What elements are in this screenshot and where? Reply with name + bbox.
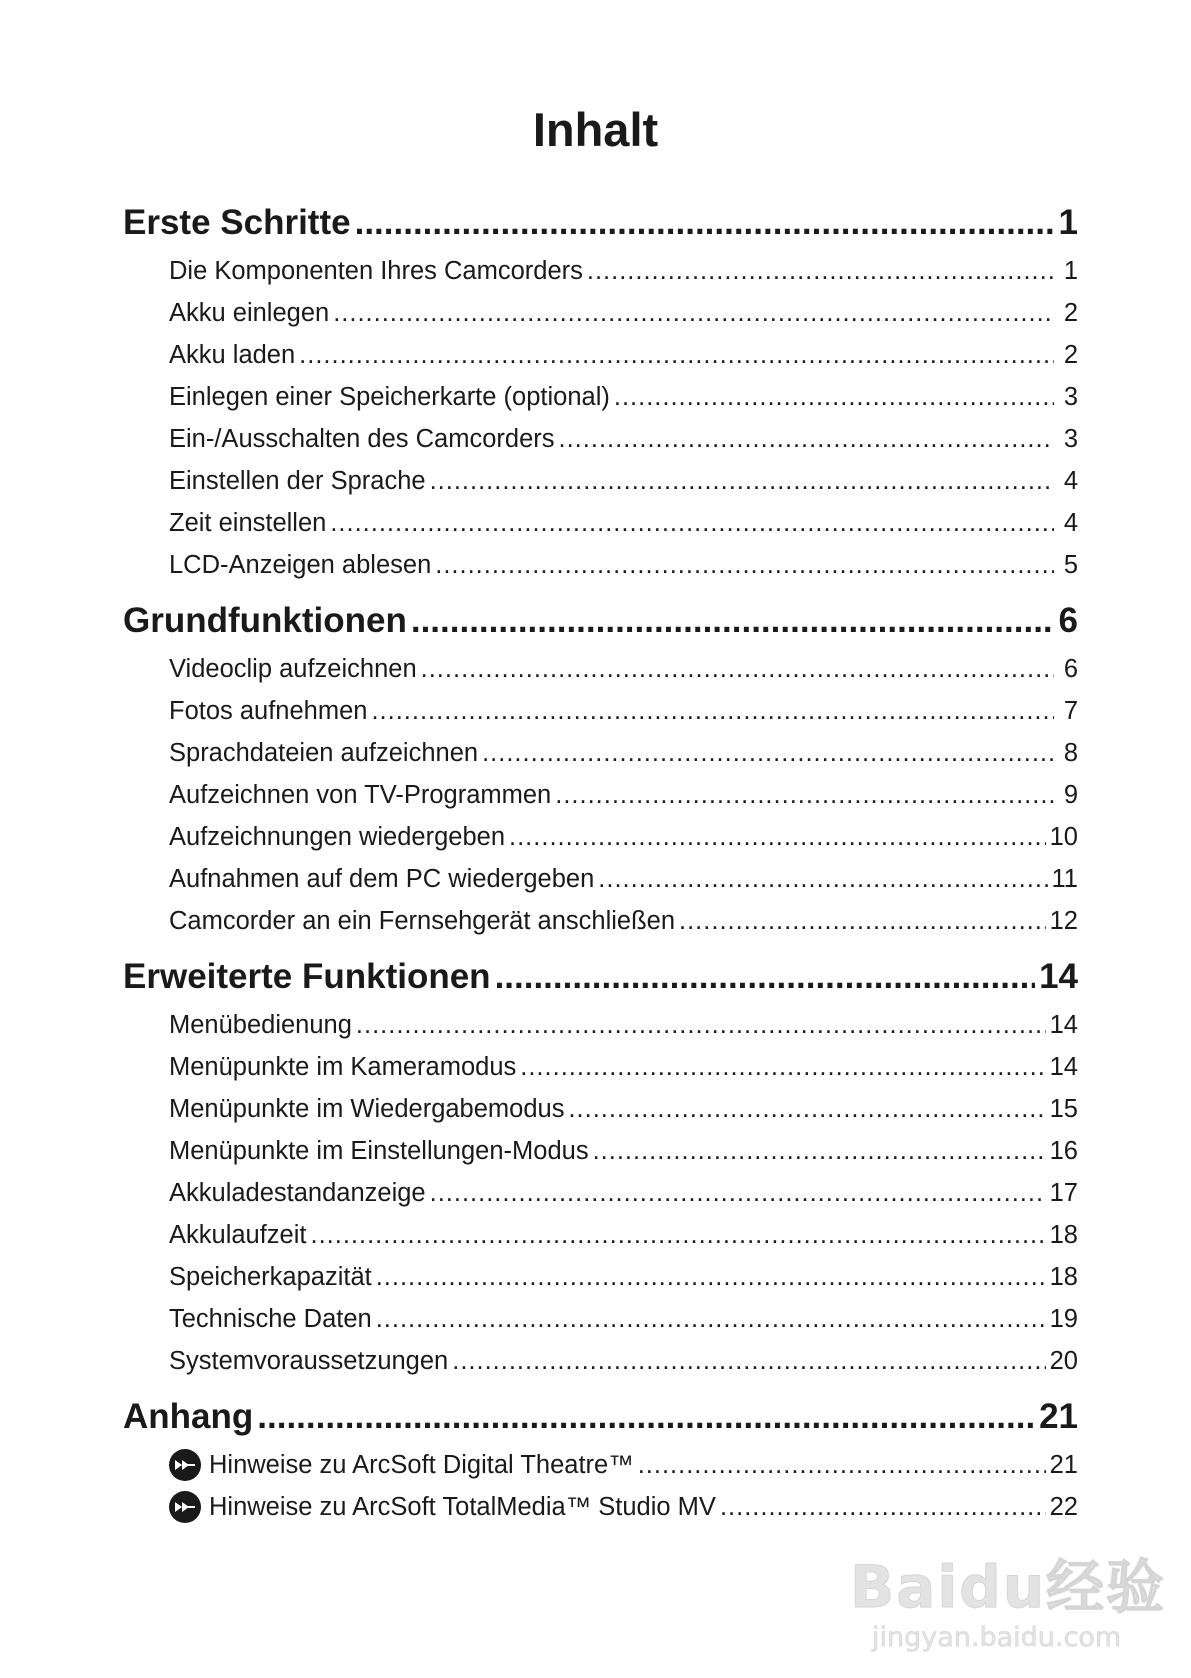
entry-label: Camcorder an ein Fernsehgerät anschließen <box>169 907 676 935</box>
entry-label: Akkuladestandanzeige <box>169 1179 426 1207</box>
entry-page-number: 3 <box>1063 383 1078 411</box>
toc-entry[interactable] <box>123 460 1078 502</box>
dot-leader <box>430 1172 1046 1214</box>
toc-entry[interactable] <box>123 376 1078 418</box>
arrow-bullet-icon <box>169 1449 201 1481</box>
entry-label: Videoclip aufzeichnen <box>169 655 417 683</box>
dot-leader <box>452 1340 1045 1382</box>
entry-label: Aufzeichnungen wiedergeben <box>169 823 506 851</box>
entry-label: Sprachdateien aufzeichnen <box>169 739 479 767</box>
entry-page-number: 14 <box>1049 1053 1078 1081</box>
toc-entry[interactable] <box>123 690 1078 732</box>
dot-leader <box>720 1486 1046 1528</box>
toc-entry[interactable] <box>123 858 1078 900</box>
entry-label: Speicherkapazität <box>169 1263 372 1291</box>
toc-entry[interactable] <box>123 1088 1078 1130</box>
entry-page-number: 3 <box>1063 425 1078 453</box>
dot-leader <box>638 1444 1046 1486</box>
toc-entry[interactable] <box>123 1004 1078 1046</box>
dot-leader <box>257 1390 1035 1444</box>
section-title: Grundfunktionen <box>123 601 407 640</box>
entry-label: Ein-/Ausschalten des Camcorders <box>169 425 555 453</box>
entry-label: Die Komponenten Ihres Camcorders <box>169 257 583 285</box>
dot-leader <box>593 1130 1046 1172</box>
section-page-number: 21 <box>1039 1397 1078 1436</box>
baidu-watermark <box>850 1540 1180 1670</box>
dot-leader <box>520 1046 1045 1088</box>
toc-entry[interactable] <box>123 1172 1078 1214</box>
dot-leader <box>587 250 1054 292</box>
entry-label: LCD-Anzeigen ablesen <box>169 551 432 579</box>
dot-leader <box>330 502 1054 544</box>
entry-label: Menüpunkte im Kameramodus <box>169 1053 517 1081</box>
entry-page-number: 9 <box>1063 781 1078 809</box>
entry-label: Aufzeichnen von TV-Programmen <box>169 781 552 809</box>
watermark-brand: Baidu经验 <box>850 1553 1167 1621</box>
entry-page-number: 8 <box>1063 739 1078 767</box>
toc-section-erste-schritte <box>123 196 1078 586</box>
dot-leader <box>421 648 1054 690</box>
dot-leader <box>435 544 1054 586</box>
section-heading-row[interactable] <box>123 196 1078 250</box>
dot-leader <box>482 732 1054 774</box>
dot-leader <box>371 690 1054 732</box>
entry-page-number: 18 <box>1049 1263 1078 1291</box>
dot-leader <box>333 292 1054 334</box>
toc-entry[interactable] <box>123 544 1078 586</box>
entry-label: Menübedienung <box>169 1011 352 1039</box>
entry-label: Hinweise zu ArcSoft Digital Theatre™ <box>209 1451 634 1479</box>
entry-label: Systemvoraussetzungen <box>169 1347 449 1375</box>
entry-page-number: 7 <box>1063 697 1078 725</box>
entry-page-number: 14 <box>1049 1011 1078 1039</box>
entry-page-number: 4 <box>1063 509 1078 537</box>
toc-entry[interactable] <box>123 1046 1078 1088</box>
dot-leader <box>509 816 1046 858</box>
dot-leader <box>356 1004 1046 1046</box>
toc-entry[interactable] <box>123 334 1078 376</box>
toc-entry[interactable] <box>123 502 1078 544</box>
entry-label: Hinweise zu ArcSoft TotalMedia™ Studio MV <box>209 1493 716 1521</box>
entry-page-number: 21 <box>1049 1451 1078 1479</box>
entry-label: Akku einlegen <box>169 299 330 327</box>
section-page-number: 14 <box>1039 957 1078 996</box>
toc-entry[interactable] <box>123 418 1078 460</box>
entry-label: Technische Daten <box>169 1305 372 1333</box>
dot-leader <box>411 594 1054 648</box>
entry-label: Akkulaufzeit <box>169 1221 307 1249</box>
toc-entry[interactable] <box>123 1486 1078 1528</box>
watermark-url: jingyan.baidu.com <box>872 1622 1122 1653</box>
section-title: Erweiterte Funktionen <box>123 957 491 996</box>
dot-leader <box>311 1214 1046 1256</box>
toc-section-anhang <box>123 1390 1078 1528</box>
toc-entry[interactable] <box>123 1340 1078 1382</box>
entry-label: Menüpunkte im Wiedergabemodus <box>169 1095 565 1123</box>
section-heading-row[interactable] <box>123 1390 1078 1444</box>
entry-page-number: 20 <box>1049 1347 1078 1375</box>
table-of-contents <box>123 196 1078 1528</box>
toc-entry[interactable] <box>123 732 1078 774</box>
entry-page-number: 2 <box>1063 299 1078 327</box>
entry-page-number: 22 <box>1049 1493 1078 1521</box>
section-heading-row[interactable] <box>123 594 1078 648</box>
section-page-number: 1 <box>1058 203 1078 242</box>
toc-entry[interactable] <box>123 774 1078 816</box>
toc-section-erweiterte-funktionen <box>123 950 1078 1382</box>
toc-entry[interactable] <box>123 1214 1078 1256</box>
entry-page-number: 16 <box>1049 1137 1078 1165</box>
section-heading-row[interactable] <box>123 950 1078 1004</box>
section-title: Erste Schritte <box>123 203 351 242</box>
entry-label: Menüpunkte im Einstellungen-Modus <box>169 1137 589 1165</box>
entry-page-number: 4 <box>1063 467 1078 495</box>
toc-entry[interactable] <box>123 292 1078 334</box>
arrow-bullet-icon <box>169 1491 201 1523</box>
entry-page-number: 17 <box>1049 1179 1078 1207</box>
dot-leader <box>598 858 1047 900</box>
entry-page-number: 2 <box>1063 341 1078 369</box>
toc-entry[interactable] <box>123 1444 1078 1486</box>
toc-entry[interactable] <box>123 648 1078 690</box>
section-title: Anhang <box>123 1397 254 1436</box>
dot-leader <box>355 196 1054 250</box>
entry-page-number: 12 <box>1049 907 1078 935</box>
toc-entry[interactable] <box>123 1130 1078 1172</box>
dot-leader <box>559 418 1054 460</box>
entry-page-number: 5 <box>1063 551 1078 579</box>
toc-entry[interactable] <box>123 250 1078 292</box>
section-page-number: 6 <box>1058 601 1078 640</box>
dot-leader <box>376 1298 1046 1340</box>
dot-leader <box>614 376 1054 418</box>
dot-leader <box>495 950 1036 1004</box>
entry-page-number: 11 <box>1051 865 1078 893</box>
toc-section-grundfunktionen <box>123 594 1078 942</box>
toc-entry[interactable] <box>123 816 1078 858</box>
toc-entry[interactable] <box>123 1256 1078 1298</box>
toc-entry[interactable] <box>123 900 1078 942</box>
entry-page-number: 6 <box>1063 655 1078 683</box>
entry-page-number: 18 <box>1049 1221 1078 1249</box>
dot-leader <box>555 774 1054 816</box>
dot-leader <box>430 460 1054 502</box>
page-title: Inhalt <box>532 103 659 156</box>
entry-page-number: 10 <box>1049 823 1078 851</box>
dot-leader <box>299 334 1054 376</box>
entry-page-number: 1 <box>1063 257 1078 285</box>
entry-label: Akku laden <box>169 341 296 369</box>
toc-entry[interactable] <box>123 1298 1078 1340</box>
entry-page-number: 15 <box>1049 1095 1078 1123</box>
entry-label: Aufnahmen auf dem PC wiedergeben <box>169 865 595 893</box>
dot-leader <box>568 1088 1045 1130</box>
entry-label: Einstellen der Sprache <box>169 467 426 495</box>
dot-leader <box>376 1256 1046 1298</box>
dot-leader <box>679 900 1046 942</box>
entry-label: Zeit einstellen <box>169 509 327 537</box>
entry-label: Einlegen einer Speicherkarte (optional) <box>169 383 610 411</box>
entry-label: Fotos aufnehmen <box>169 697 368 725</box>
entry-page-number: 19 <box>1049 1305 1078 1333</box>
